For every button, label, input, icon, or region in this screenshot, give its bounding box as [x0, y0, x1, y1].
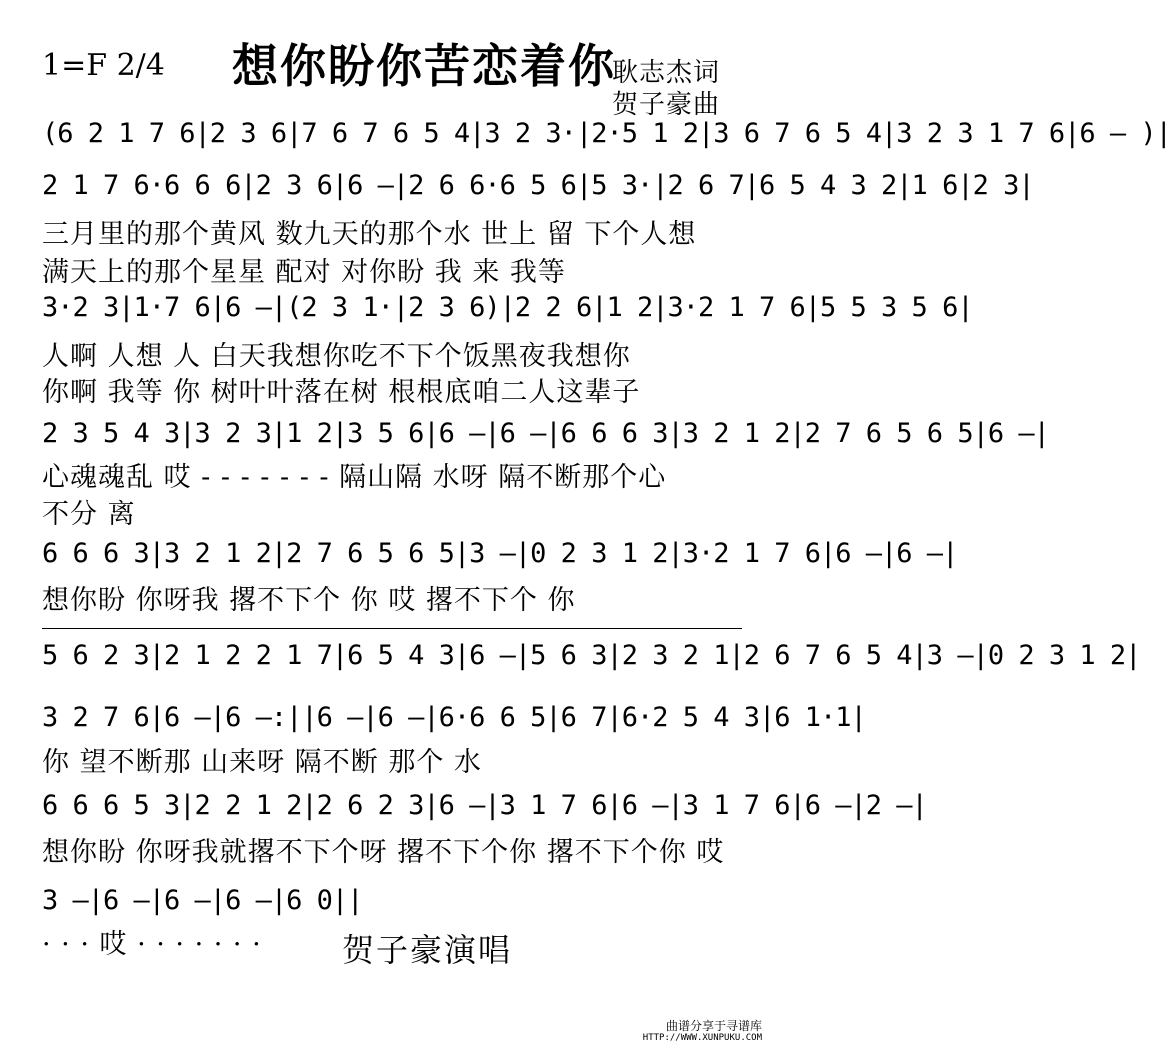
- lyric-line: 想你盼 你呀我 撂不下个 你 哎 撂不下个 你: [42, 585, 576, 616]
- lyric-line: 三月里的那个黄风 数九天的那个水 世上 留 下个人想: [42, 219, 697, 250]
- section-divider: [42, 628, 742, 629]
- watermark-text: 曲谱分享于寻谱库: [665, 1019, 762, 1033]
- lyric-line: 人啊 人想 人 白天我想你吃不下个饭黑夜我想你: [42, 341, 631, 372]
- notation-line: (6 2 1 7 6|2 3 6|7 6 7 6 5 4|3 2 3·|2·5 1 2|3 6 7 6 5 4|3 2 3 1 7 6|6 — )|: [42, 118, 1171, 149]
- notation-line: 3 2 7 6|6 —|6 —:||6 —|6 —|6·6 6 5|6 7|6·2 5 4 3|6 1·1|: [42, 702, 866, 733]
- lyric-line: 想你盼 你呀我就撂不下个呀 撂不下个你 撂不下个你 哎: [42, 837, 725, 868]
- performer-credit: 贺子豪演唱: [342, 931, 513, 969]
- song-title: 想你盼你苦恋着你: [232, 39, 616, 93]
- notation-line: 6 6 6 5 3|2 2 1 2|2 6 2 3|6 —|3 1 7 6|6 —|3 1 7 6|6 —|2 —|: [42, 790, 927, 821]
- key-signature: 1=F 2/4: [42, 48, 165, 83]
- notation-line: 6 6 6 3|3 2 1 2|2 7 6 5 6 5|3 —|0 2 3 1 2|3·2 1 7 6|6 —|6 —|: [42, 538, 958, 569]
- watermark-url: HTTP://WWW.XUNPUKU.COM: [642, 1033, 762, 1043]
- notation-line: 2 1 7 6·6 6 6|2 3 6|6 —|2 6 6·6 5 6|5 3·|2 6 7|6 5 4 3 2|1 6|2 3|: [42, 170, 1034, 201]
- lyricist-credit: 耿志杰词: [612, 58, 721, 88]
- lyric-line: 满天上的那个星星 配对 对你盼 我 来 我等: [42, 257, 566, 288]
- composer-credit: 贺子豪曲: [612, 90, 721, 120]
- notation-line: 3·2 3|1·7 6|6 —|(2 3 1·|2 3 6)|2 2 6|1 2|3·2 1 7 6|5 5 3 5 6|: [42, 292, 973, 323]
- lyric-line: · · · 哎 · · · · · · ·: [42, 929, 262, 960]
- lyric-line: 你啊 我等 你 树叶叶落在树 根根底咱二人这辈子: [42, 377, 641, 408]
- notation-line: 5 6 2 3|2 1 2 2 1 7|6 5 4 3|6 —|5 6 3|2 3 2 1|2 6 7 6 5 4|3 —|0 2 3 1 2|: [42, 640, 1141, 671]
- notation-line: 3 —|6 —|6 —|6 —|6 0||: [42, 885, 363, 916]
- notation-line: 2 3 5 4 3|3 2 3|1 2|3 5 6|6 —|6 —|6 6 6 3|3 2 1 2|2 7 6 5 6 5|6 —|: [42, 418, 1049, 449]
- lyric-line: 不分 离: [42, 499, 136, 530]
- lyric-line: 心魂魂乱 哎 - - - - - - - 隔山隔 水呀 隔不断那个心: [42, 462, 667, 493]
- lyric-line: 你 望不断那 山来呀 隔不断 那个 水: [42, 747, 482, 778]
